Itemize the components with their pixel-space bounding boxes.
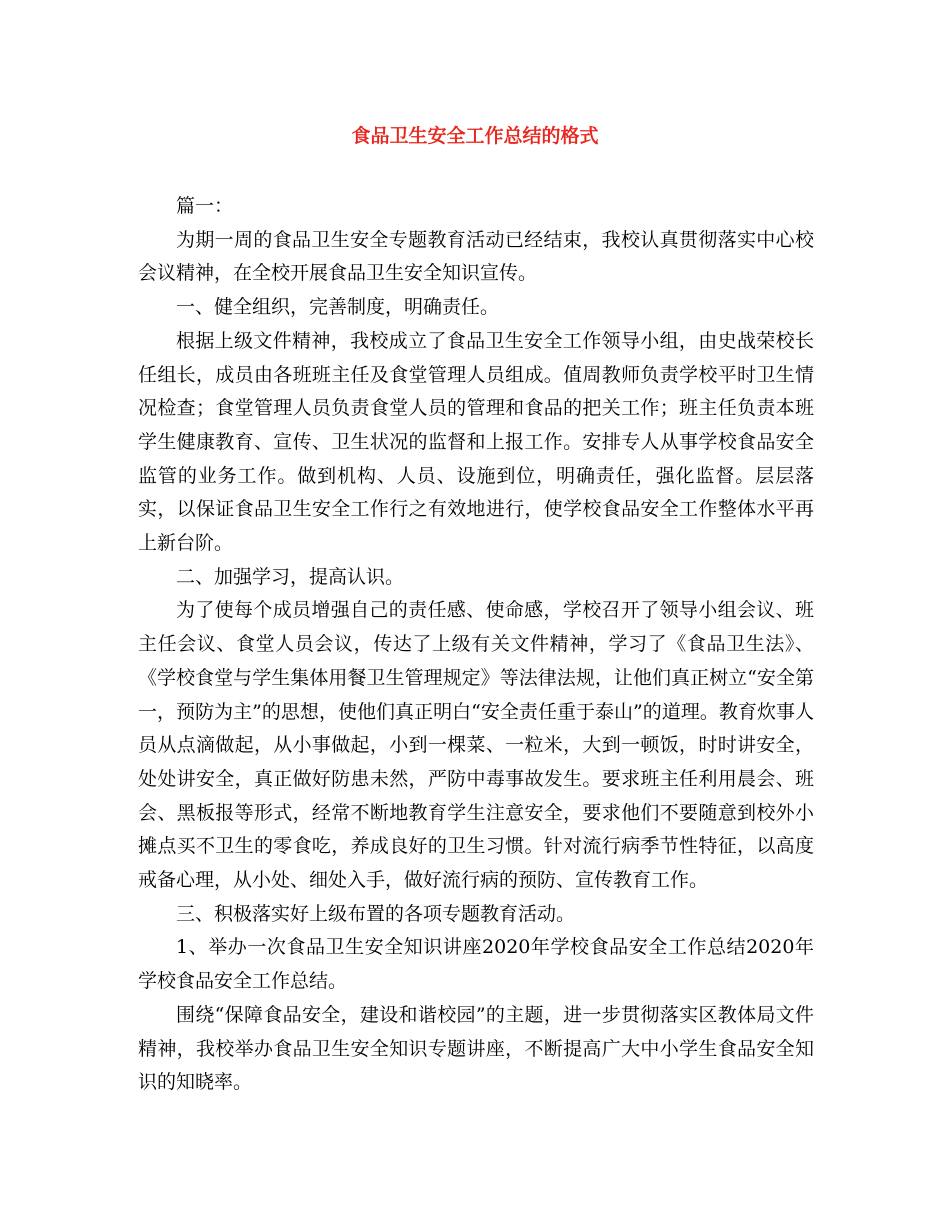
heading-section-1: 一、健全组织，完善制度，明确责任。 — [176, 296, 500, 319]
paragraph-intro: 为期一周的食品卫生安全专题教育活动已经结束，我校认真贯彻落实中心校会议精神，在全校开展食品卫生安全知识宣传。 — [138, 228, 814, 285]
heading-section-2: 二、加强学习，提高认识。 — [176, 565, 405, 588]
paragraph-section-label: 篇一： — [176, 195, 234, 217]
paragraph-section-1: 根据上级文件精神，我校成立了食品卫生安全工作领导小组，由史战荣校长任组长，成员由各班班主任及食堂管理人员组成。值周教师负责学校平时卫生情况检查；食堂管理人员负责食堂人员的管理和食品的把关工作；班主任负责本班学生健康教育、宣传、卫生状况的监督和上报工作。安排专人从事学校食品安全监管的业务工作。做到机构、人员、设施到位，明确责任，强化监督。层层落实，以保证食品卫生安全工作行之有效地进行，使学校食品安全工作整体水平再上新台阶。 — [138, 329, 814, 555]
paragraph-section-2: 为了使每个成员增强自己的责任感、使命感，学校召开了领导小组会议、班主任会议、食堂人员会议，传达了上级有关文件精神，学习了《食品卫生法》、《学校食堂与学生集体用餐卫生管理规定》等法律法规，让他们真正树立“安全第一，预防为主”的思想，使他们真正明白“安全责任重于泰山”的道理。教育炊事人员从点滴做起，从小事做起，小到一棵菜、一粒米，大到一顿饭，时时讲安全，处处讲安全，真正做好防患未然，严防中毒事故发生。要求班主任利用晨会、班会、黑板报等形式，经常不断地教育学生注意安全，要求他们不要随意到校外小摊点买不卫生的零食吃，养成良好的卫生习惯。针对流行病季节性特征，以高度戒备心理，从小处、细处入手，做好流行病的预防、宣传教育工作。 — [138, 599, 814, 892]
document-body — [138, 190, 814, 1100]
document-title: 食品卫生安全工作总结的格式 — [351, 125, 599, 147]
paragraph-item-1: 1、举办一次食品卫生安全知识讲座2020年学校食品安全工作总结2020年学校食品安全工作总结。 — [138, 936, 814, 993]
heading-section-3: 三、积极落实好上级布置的各项专题教育活动。 — [176, 902, 576, 925]
paragraph-item-1-detail: 围绕“保障食品安全，建设和谐校园”的主题，进一步贯彻落实区教体局文件精神，我校举办食品卫生安全知识专题讲座，不断提高广大中小学生食品安全知识的知晓率。 — [138, 1003, 814, 1094]
